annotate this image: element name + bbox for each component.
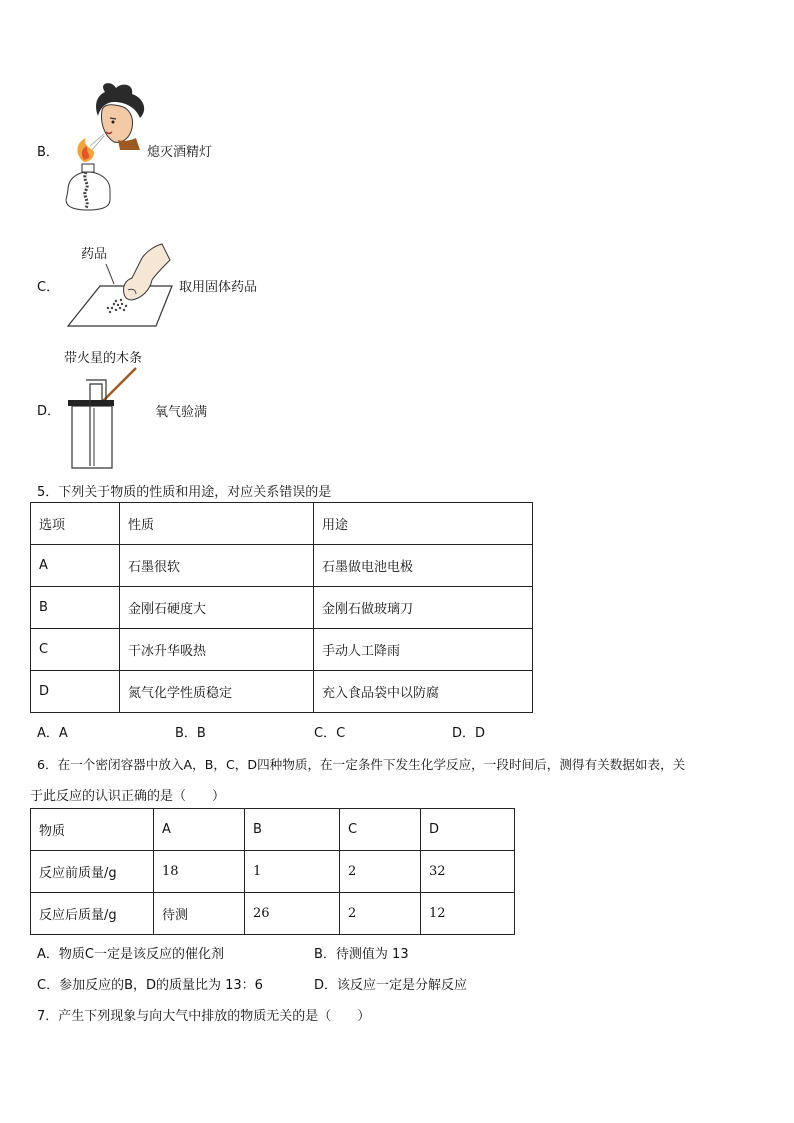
option-c-caption: 取用固体药品 bbox=[179, 280, 258, 295]
table-cell: 金刚石硬度大 bbox=[120, 587, 314, 629]
option-d-caption: 氧气验满 bbox=[155, 405, 208, 420]
q5-choice-a[interactable]: A．A bbox=[37, 726, 68, 741]
table-cell: 石墨很软 bbox=[120, 545, 314, 587]
blowing-out-lamp-illustration bbox=[60, 80, 155, 220]
q5-table bbox=[30, 502, 533, 713]
table-cell: 反应前质量/g bbox=[31, 851, 154, 893]
table-cell: D bbox=[31, 671, 120, 713]
table-cell: 26 bbox=[245, 893, 340, 935]
option-d-splint-label: 带火星的木条 bbox=[64, 351, 143, 366]
table-row bbox=[31, 545, 533, 587]
table-cell: 手动人工降雨 bbox=[314, 629, 533, 671]
header-cell: 选项 bbox=[31, 503, 120, 545]
table-cell: B bbox=[31, 587, 120, 629]
table-cell: 1 bbox=[245, 851, 340, 893]
header-cell: 用途 bbox=[314, 503, 533, 545]
q6-stem-line2: 于此反应的认识正确的是（ ） bbox=[30, 789, 226, 804]
q6-stem-line1: 6．在一个密闭容器中放入A，B，C，D四种物质，在一定条件下发生化学反应，一段时间后，测得有关数据如表，关 bbox=[37, 757, 686, 772]
table-cell: 石墨做电池电极 bbox=[314, 545, 533, 587]
table-cell: 干冰升华吸热 bbox=[120, 629, 314, 671]
table-cell: 待测 bbox=[154, 893, 245, 935]
option-b-letter: B． bbox=[37, 145, 59, 160]
table-header-row bbox=[31, 503, 533, 545]
table-cell: 32 bbox=[421, 851, 515, 893]
table-cell: 2 bbox=[340, 893, 421, 935]
table-cell: A bbox=[31, 545, 120, 587]
table-cell: 氮气化学性质稳定 bbox=[120, 671, 314, 713]
table-header-row bbox=[31, 809, 515, 851]
header-cell: 物质 bbox=[31, 809, 154, 851]
table-row bbox=[31, 671, 533, 713]
table-cell: 充入食品袋中以防腐 bbox=[314, 671, 533, 713]
table-row bbox=[31, 587, 533, 629]
table-cell: 金刚石做玻璃刀 bbox=[314, 587, 533, 629]
q5-stem: 5．下列关于物质的性质和用途，对应关系错误的是 bbox=[37, 485, 332, 500]
header-cell: C bbox=[340, 809, 421, 851]
table-cell: 18 bbox=[154, 851, 245, 893]
table-cell: C bbox=[31, 629, 120, 671]
q6-choice-b[interactable]: B．待测值为 13 bbox=[314, 947, 409, 962]
q7-stem: 7．产生下列现象与向大气中排放的物质无关的是（ ） bbox=[37, 1009, 371, 1024]
q6-choice-d[interactable]: D．该反应一定是分解反应 bbox=[314, 978, 468, 993]
q5-choice-b[interactable]: B．B bbox=[175, 726, 206, 741]
oxygen-test-illustration bbox=[64, 366, 144, 472]
table-row bbox=[31, 629, 533, 671]
option-c-letter: C． bbox=[37, 280, 60, 295]
option-b-caption: 熄灭酒精灯 bbox=[147, 145, 213, 160]
option-c-reagent-label: 药品 bbox=[81, 247, 108, 262]
header-cell: B bbox=[245, 809, 340, 851]
option-d-letter: D． bbox=[37, 404, 61, 419]
solid-reagent-illustration bbox=[66, 238, 176, 330]
table-cell: 反应后质量/g bbox=[31, 893, 154, 935]
q5-choice-c[interactable]: C．C bbox=[314, 726, 346, 741]
q6-table bbox=[30, 808, 515, 935]
table-cell: 12 bbox=[421, 893, 515, 935]
q5-choice-d[interactable]: D．D bbox=[452, 726, 486, 741]
q6-choice-a[interactable]: A．物质C一定是该反应的催化剂 bbox=[37, 947, 224, 962]
table-row bbox=[31, 893, 515, 935]
header-cell: D bbox=[421, 809, 515, 851]
header-cell: 性质 bbox=[120, 503, 314, 545]
table-cell: 2 bbox=[340, 851, 421, 893]
q6-choice-c[interactable]: C．参加反应的B，D的质量比为 13：6 bbox=[37, 978, 263, 993]
header-cell: A bbox=[154, 809, 245, 851]
table-row bbox=[31, 851, 515, 893]
